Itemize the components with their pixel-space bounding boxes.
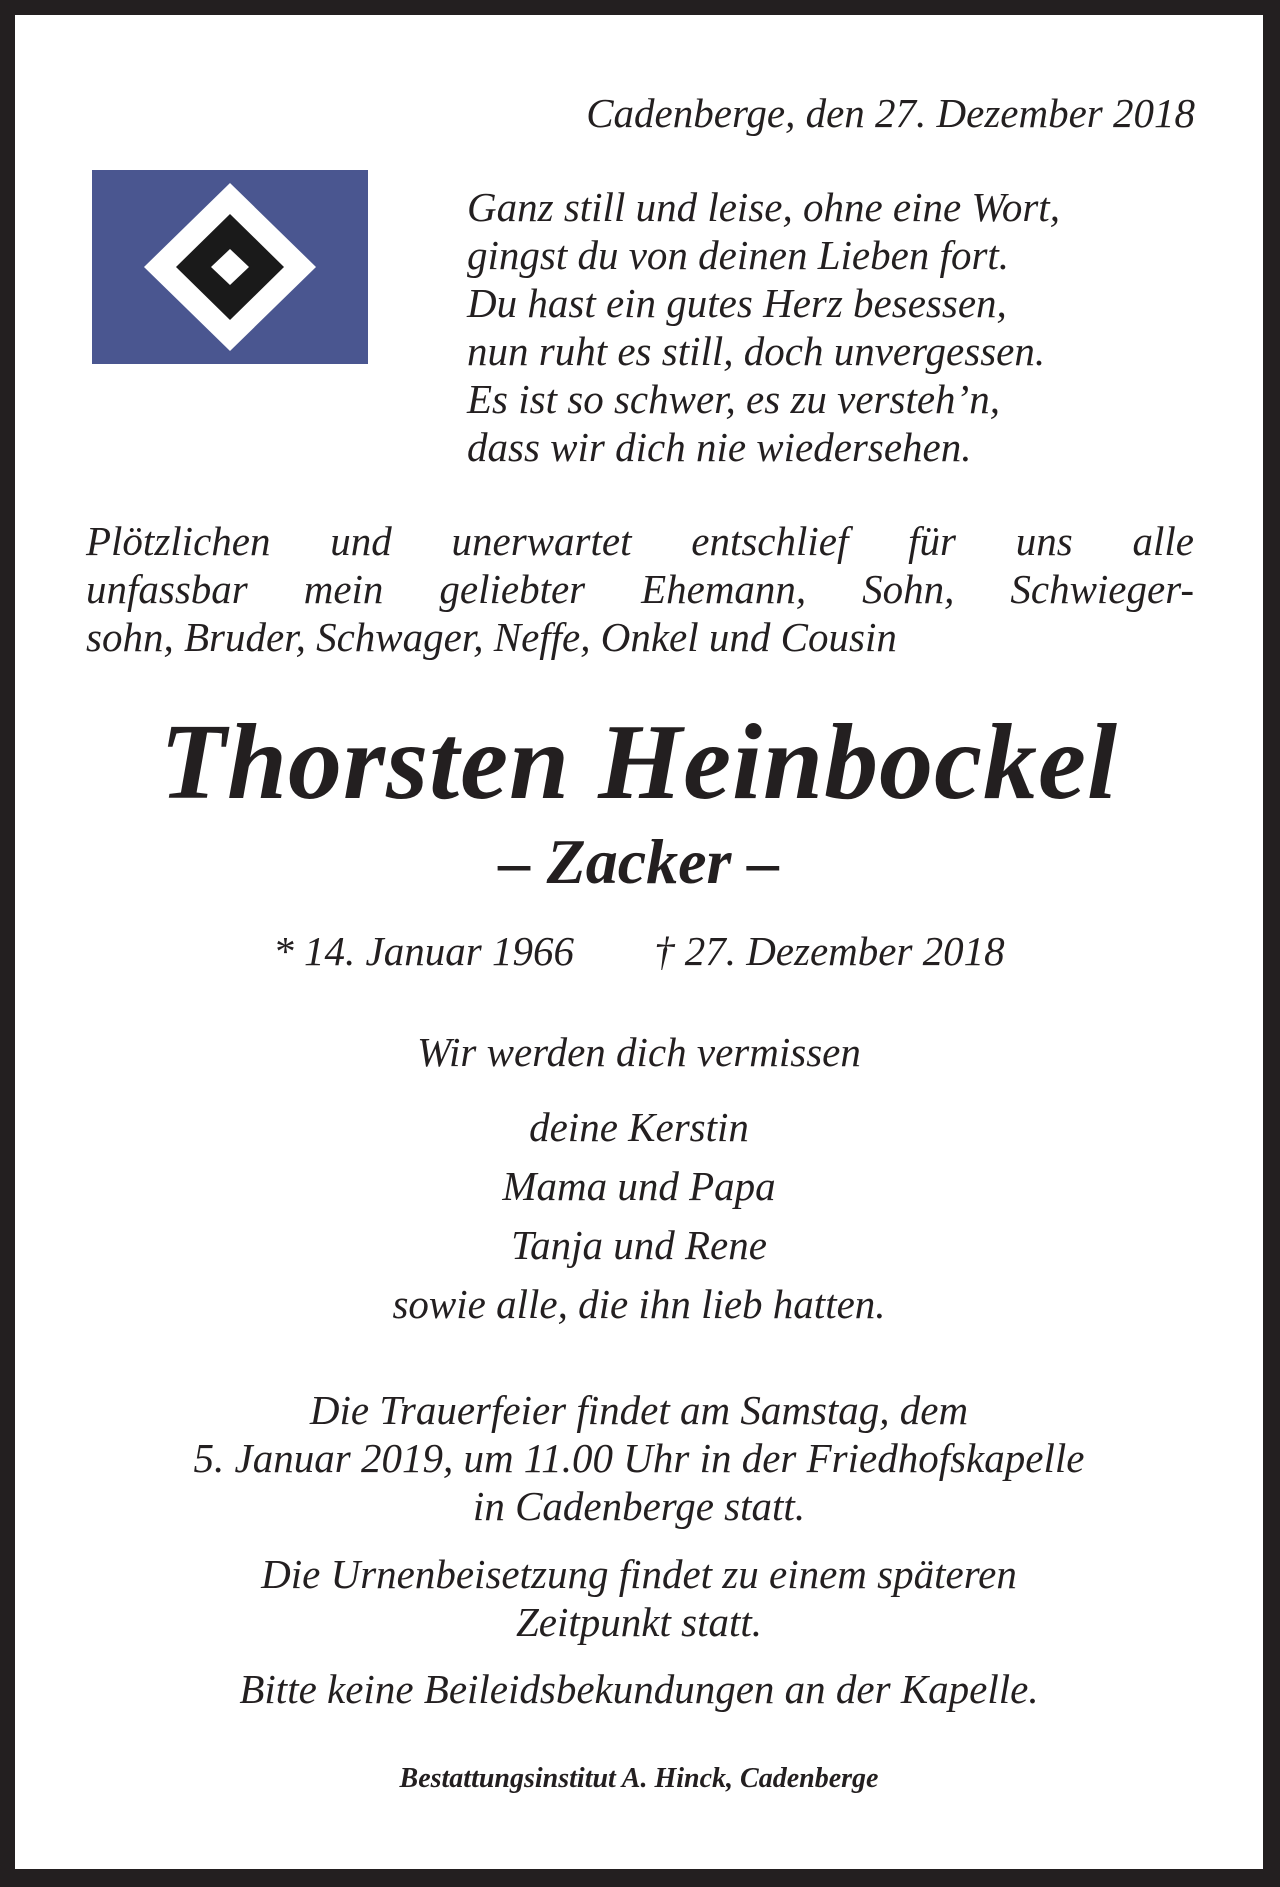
nickname: – Zacker – xyxy=(498,826,780,897)
mourner: Mama und Papa xyxy=(502,1163,776,1209)
intro-line: unfassbar mein geliebter Ehemann, Sohn, Schwieger- xyxy=(86,566,1194,612)
urn-line: Die Urnenbeisetzung findet zu einem späteren xyxy=(261,1551,1017,1597)
service-info xyxy=(15,1386,1263,1530)
mourners-list xyxy=(15,1098,1263,1334)
death-date: † 27. Dezember 2018 xyxy=(653,928,1005,974)
intro-line: Plötzlichen und unerwartet entschlief für uns alle xyxy=(86,518,1194,564)
no-condolences-note: Bitte keine Beileidsbekundungen an der Kapelle. xyxy=(239,1666,1039,1712)
poem-line: Du hast ein gutes Herz besessen, xyxy=(467,280,1007,326)
mourner: sowie alle, die ihn lieb hatten. xyxy=(392,1281,886,1327)
urn-line: Zeitpunkt statt. xyxy=(516,1599,762,1645)
poem-line: Es ist so schwer, es zu versteh’n, xyxy=(467,376,1000,422)
poem-line: dass wir dich nie wiedersehen. xyxy=(467,424,972,470)
miss-line: Wir werden dich vermissen xyxy=(417,1029,861,1075)
poem-line: Ganz still und leise, ohne eine Wort, xyxy=(467,184,1060,230)
poem-line: gingst du von deinen Lieben fort. xyxy=(467,232,1010,278)
poem-line: nun ruht es still, doch unvergessen. xyxy=(467,328,1046,374)
undertaker-credit: Bestattungsinstitut A. Hinck, Cadenberge xyxy=(399,1763,879,1794)
club-flag-icon xyxy=(92,170,368,364)
place-date: Cadenberge, den 27. Dezember 2018 xyxy=(586,90,1195,136)
service-line: Die Trauerfeier findet am Samstag, dem xyxy=(309,1387,969,1433)
life-dates xyxy=(15,927,1263,975)
urn-info xyxy=(15,1550,1263,1646)
mourner: Tanja und Rene xyxy=(511,1222,767,1268)
service-line: 5. Januar 2019, um 11.00 Uhr in der Friedhofskapelle xyxy=(193,1435,1085,1481)
intro-line: sohn, Bruder, Schwager, Neffe, Onkel und Cousin xyxy=(86,614,897,660)
intro-paragraph xyxy=(86,517,1194,661)
obituary-notice xyxy=(15,15,1263,1869)
service-line: in Cadenberge statt. xyxy=(472,1483,806,1529)
deceased-name: Thorsten Heinbockel xyxy=(160,703,1118,822)
poem xyxy=(467,183,1227,471)
mourner: deine Kerstin xyxy=(529,1104,749,1150)
birth-date: * 14. Januar 1966 xyxy=(273,928,574,974)
